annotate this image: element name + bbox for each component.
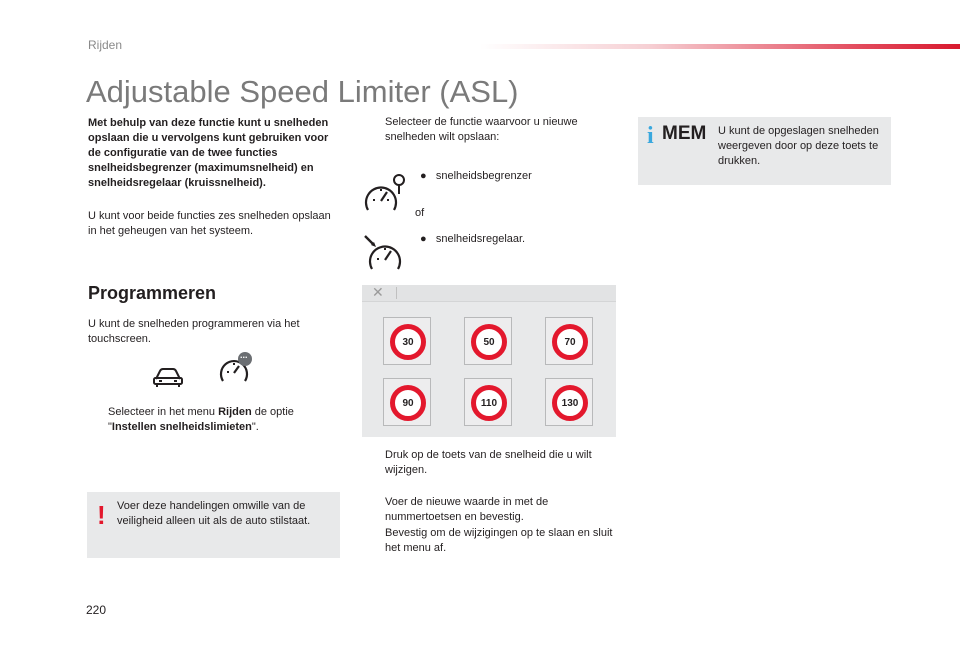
intro-paragraph: U kunt voor beide functies zes snelheden opslaan in het geheugen van het systeem. [88,210,331,237]
step-enter-text: Voer de nieuwe waarde in met de nummertoetsen en bevestig. [385,496,549,523]
speed-sign: 70 [552,324,588,360]
step-press-text: Druk op de toets van de snelheid die u wilt wijzigen. [385,449,592,476]
step-menu-text-post: ". [251,421,259,433]
touchscreen-top-bar [362,285,616,302]
speed-sign: 30 [390,324,426,360]
info-box [638,117,891,185]
step-confirm-text: Bevestig om de wijzigingen op te slaan en sluit het menu af. [385,527,613,554]
speed-preset-button[interactable] [464,317,512,365]
page-number: 220 [86,603,107,617]
speed-sign: 130 [552,385,588,421]
step-press-speed [365,448,615,478]
intro-bold-paragraph: Met behulp van deze functie kunt u snelheden opslaan die u vervolgens kunt gebruiken voor de configuratie van de twee functies snelheidsbegrenzer (maximumsnelheid) en snelheidsregelaar (kruissnelheid). [88,117,329,189]
warning-text: Voer deze handelingen omwille van de veiligheid alleen uit als de auto stilstaat. [117,500,311,527]
warning-exclamation-icon: ! [97,500,106,530]
section-label: Rijden [88,38,123,52]
limiter-label: snelheidsbegrenzer [435,170,532,182]
or-label: of [415,207,425,219]
speed-sign: 110 [471,385,507,421]
step-enter-value [365,495,615,525]
regulator-label: snelheidsregelaar. [435,233,526,245]
step-confirm [365,526,615,556]
speed-preset-button[interactable] [383,378,431,426]
speed-limiter-icon [362,172,410,214]
speed-preset-button[interactable] [383,317,431,365]
header-accent-rule [480,44,960,49]
step-select-text: Selecteer de functie waarvoor u nieuwe snelheden wilt opslaan: [385,116,578,143]
bullet-icon: ● [420,233,427,245]
close-icon[interactable]: ✕ [372,284,384,300]
mem-button-label: MEM [662,123,707,144]
warning-box [87,492,340,558]
speed-preset-button[interactable] [464,378,512,426]
car-icon [152,366,184,388]
step-menu-option: Instellen snelheidslimieten [111,421,252,433]
cruise-control-icon [362,233,410,273]
step-menu-bold: Rijden [218,406,252,418]
step-menu-text-mid: de optie " [108,406,294,433]
bullet-icon: ● [420,170,427,182]
info-text: U kunt de opgeslagen snelheden weergeven door op deze toets te drukken. [718,125,879,167]
info-icon: i [647,123,654,149]
speed-sign: 50 [471,324,507,360]
top-bar-divider [396,287,397,299]
speed-preset-button[interactable] [545,317,593,365]
step-menu-text-pre: Selecteer in het menu [108,406,219,418]
more-dots-label: ... [240,350,248,360]
step-select-function [365,115,615,145]
speed-preset-button[interactable] [545,378,593,426]
speed-settings-icon [218,351,254,387]
regulator-option [420,233,525,245]
speed-sign: 90 [390,385,426,421]
programmeren-paragraph: U kunt de snelheden programmeren via het touchscreen. [88,318,300,345]
page-title: Adjustable Speed Limiter (ASL) [86,74,519,109]
limiter-option [420,170,532,182]
step-select-menu [88,405,338,435]
touchscreen-speed-panel [362,285,616,437]
section-heading: Programmeren [88,283,217,303]
